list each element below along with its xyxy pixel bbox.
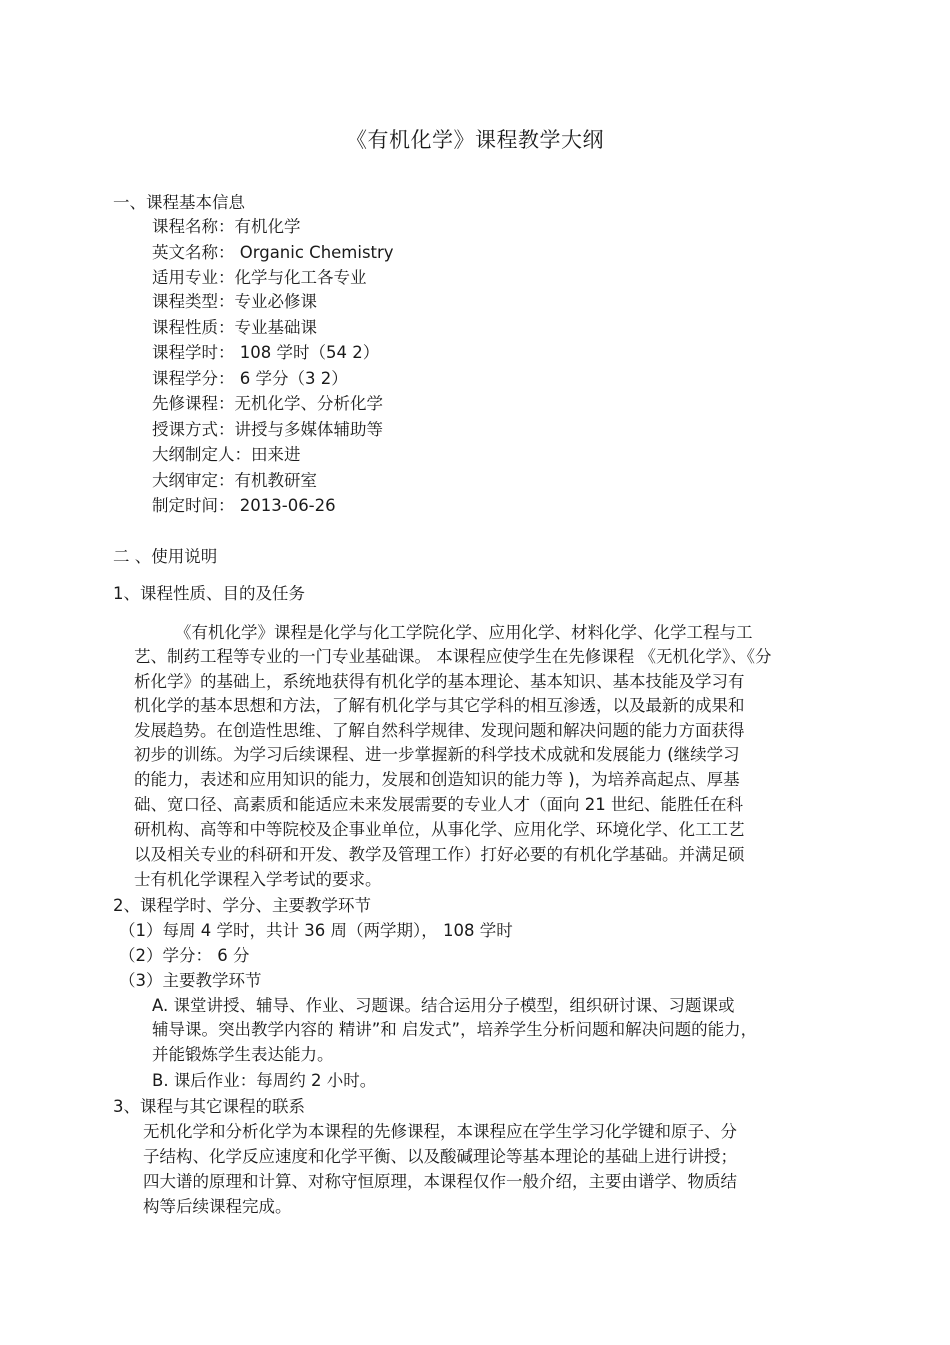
paragraph-line: 艺、制药工程等专业的一门专业基础课。 本课程应使学生在先修课程 《无机化学》、《分 <box>134 647 772 666</box>
info-row-date: 制定时间： 2013-06-26 <box>152 496 336 515</box>
paragraph-line: 机化学的基本思想和方法，了解有机化学与其它学科的相互渗透，以及最新的成果和 <box>134 696 745 715</box>
paragraph-line: 以及相关专业的科研和开发、教学及管理工作）打好必要的有机化学基础。并满足硕 <box>134 845 745 864</box>
info-row-teaching-method: 授课方式：讲授与多媒体辅助等 <box>152 420 383 439</box>
list-item-credits: （2）学分： 6 分 <box>119 946 250 965</box>
info-row-prerequisites: 先修课程：无机化学、分析化学 <box>152 394 383 413</box>
page-title: 《有机化学》课程教学大纲 <box>346 128 604 152</box>
paragraph-line: 初步的训练。为学习后续课程、进一步掌握新的科学技术成就和发展能力 (继续学习 <box>134 745 740 764</box>
paragraph-line: 研机构、高等和中等院校及企事业单位，从事化学、应用化学、环境化学、化工工艺 <box>134 820 745 839</box>
list-item-teaching-links: （3）主要教学环节 <box>119 971 262 990</box>
relations-line: 子结构、化学反应速度和化学平衡、以及酸碱理论等基本理论的基础上进行讲授； <box>143 1147 737 1166</box>
relations-line: 构等后续课程完成。 <box>143 1197 292 1216</box>
section-heading-usage: 二 、使用说明 <box>113 547 218 566</box>
info-row-english-name: 英文名称： Organic Chemistry <box>152 243 394 262</box>
teaching-link-a-line: 并能锻炼学生表达能力。 <box>152 1045 334 1064</box>
paragraph-line: 础、宽口径、高素质和能适应未来发展需要的专业人才（面向 21 世纪、能胜任在科 <box>134 795 743 814</box>
info-row-course-nature: 课程性质：专业基础课 <box>152 318 317 337</box>
relations-line: 无机化学和分析化学为本课程的先修课程，本课程应在学生学习化学键和原子、分 <box>143 1122 737 1141</box>
paragraph-line: 《有机化学》课程是化学与化工学院化学、应用化学、材料化学、化学工程与工 <box>175 623 753 642</box>
paragraph-line: 士有机化学课程入学考试的要求。 <box>134 870 382 889</box>
info-row-author: 大纲制定人：田来进 <box>152 445 301 464</box>
teaching-link-a-line: 辅导课。突出教学内容的 精讲”和 启发式”，培养学生分析问题和解决问题的能力， <box>152 1020 758 1039</box>
paragraph-line: 发展趋势。在创造性思维、了解自然科学规律、发现问题和解决问题的能力方面获得 <box>134 721 745 740</box>
info-row-reviewer: 大纲审定：有机教研室 <box>152 471 317 490</box>
info-row-course-name: 课程名称：有机化学 <box>152 217 301 236</box>
paragraph-line: 的能力，表述和应用知识的能力，发展和创造知识的能力等 )，为培养高起点、厚基 <box>134 770 740 789</box>
teaching-link-a-line: A. 课堂讲授、辅导、作业、习题课。结合运用分子模型，组织研讨课、习题课或 <box>152 996 735 1015</box>
subsection-heading-relations: 3、课程与其它课程的联系 <box>113 1097 305 1116</box>
info-row-course-type: 课程类型：专业必修课 <box>152 292 317 311</box>
info-row-credits: 课程学分： 6 学分（3 2） <box>152 369 348 388</box>
list-item-weekly-hours: （1）每周 4 学时，共计 36 周（两学期）， 108 学时 <box>119 921 513 940</box>
subsection-heading-nature: 1、课程性质、目的及任务 <box>113 584 305 603</box>
teaching-link-b-line: B. 课后作业：每周约 2 小时。 <box>152 1071 377 1090</box>
subsection-heading-hours-credits: 2、课程学时、学分、主要教学环节 <box>113 896 371 915</box>
relations-line: 四大谱的原理和计算、对称守恒原理，本课程仅作一般介绍，主要由谱学、物质结 <box>143 1172 737 1191</box>
paragraph-line: 析化学》的基础上，系统地获得有机化学的基本理论、基本知识、基本技能及学习有 <box>134 672 745 691</box>
info-row-major: 适用专业：化学与化工各专业 <box>152 268 367 287</box>
info-row-hours: 课程学时： 108 学时（54 2） <box>152 343 380 362</box>
section-heading-basic-info: 一、课程基本信息 <box>113 193 245 212</box>
